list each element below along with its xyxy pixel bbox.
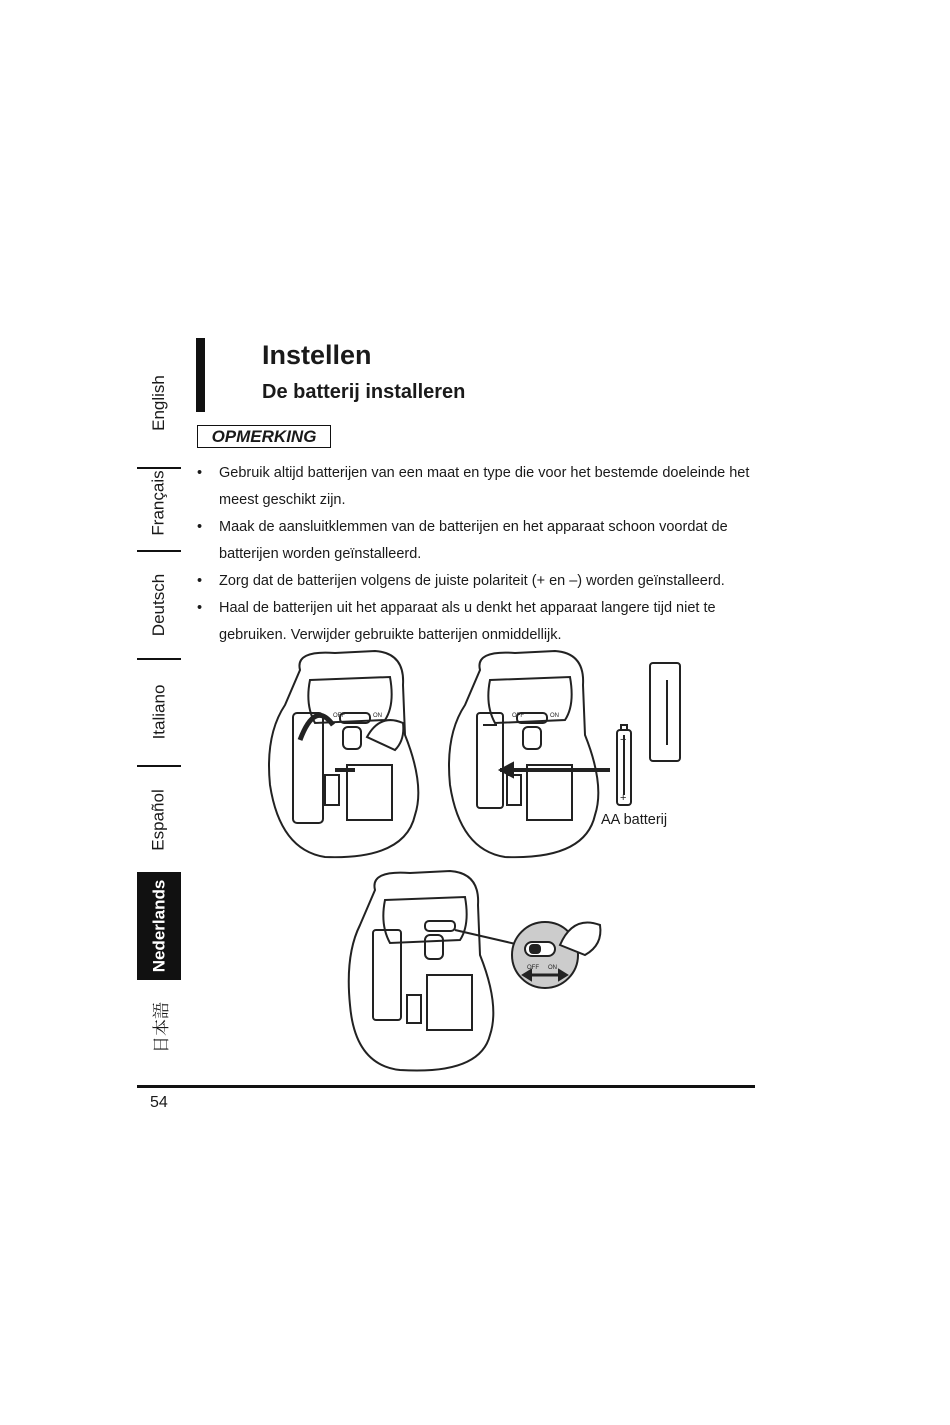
battery-cover-icon xyxy=(650,663,680,761)
battery-installation-illustration xyxy=(255,645,775,1075)
list-item xyxy=(197,514,767,568)
switch-label-off: OFF xyxy=(527,965,539,971)
bullet-icon: • xyxy=(197,519,203,535)
switch-label-off: OFF xyxy=(512,713,524,719)
lang-tab-francais[interactable] xyxy=(137,455,181,550)
lang-label: 日本語 xyxy=(151,1002,171,1053)
power-switch-zoom-icon xyxy=(512,922,600,988)
lang-tab-deutsch[interactable] xyxy=(137,555,181,655)
divider xyxy=(137,658,181,660)
lang-label: Français xyxy=(149,469,168,536)
switch-label-on: ON xyxy=(373,713,382,719)
mouse-bottom-view-1-icon xyxy=(269,651,418,857)
bullet-icon: • xyxy=(197,573,203,589)
note-text: Maak de aansluitklemmen van de batterijen en het apparaat schoon voordat de batterijen worden geïnstalleerd. xyxy=(219,519,728,562)
page-number: 54 xyxy=(150,1094,168,1111)
lang-label: Nederlands xyxy=(149,879,168,973)
divider xyxy=(137,765,181,767)
note-list xyxy=(197,460,767,649)
lang-tab-japanese[interactable] xyxy=(137,990,181,1065)
bullet-icon: • xyxy=(197,600,203,616)
title-accent-bar xyxy=(196,338,205,412)
note-text: Gebruik altijd batterijen van een maat en type die voor het bestemde doeleinde het meest geschikt zijn. xyxy=(219,465,750,508)
mouse-bottom-view-3-icon xyxy=(349,871,520,1071)
divider xyxy=(137,550,181,552)
battery-plus-label: + xyxy=(620,792,627,804)
note-text: Haal de batterijen uit het apparaat als u denkt het apparaat langere tijd niet te gebruiken. Verwijder gebruikte batterijen onmiddellijk. xyxy=(219,600,716,643)
page-title: Instellen xyxy=(262,340,372,370)
lang-label: Italiano xyxy=(149,684,169,740)
note-label: OPMERKING xyxy=(197,425,331,448)
list-item xyxy=(197,568,767,595)
note-text: Zorg dat de batterijen volgens de juiste polariteit (+ en –) worden geïnstalleerd. xyxy=(219,573,725,589)
lang-tab-nederlands[interactable] xyxy=(137,872,181,980)
lang-label: English xyxy=(149,374,169,431)
battery-minus-label: − xyxy=(620,734,627,746)
page-subtitle: De batterij installeren xyxy=(262,381,466,403)
lang-tab-english[interactable] xyxy=(137,350,181,455)
lang-tab-espanol[interactable] xyxy=(137,770,181,870)
bullet-icon: • xyxy=(197,465,203,481)
lang-label: Deutsch xyxy=(149,573,168,637)
list-item xyxy=(197,595,767,649)
lang-label: Español xyxy=(149,789,168,851)
switch-label-on: ON xyxy=(548,965,557,971)
switch-label-on: ON xyxy=(550,713,559,719)
switch-label-off: OFF xyxy=(333,713,345,719)
lang-tab-italiano[interactable] xyxy=(137,662,181,762)
figure-caption: AA batterij xyxy=(601,812,668,828)
footer-rule xyxy=(137,1085,755,1088)
mouse-bottom-view-2-icon xyxy=(449,651,610,857)
list-item xyxy=(197,460,767,514)
